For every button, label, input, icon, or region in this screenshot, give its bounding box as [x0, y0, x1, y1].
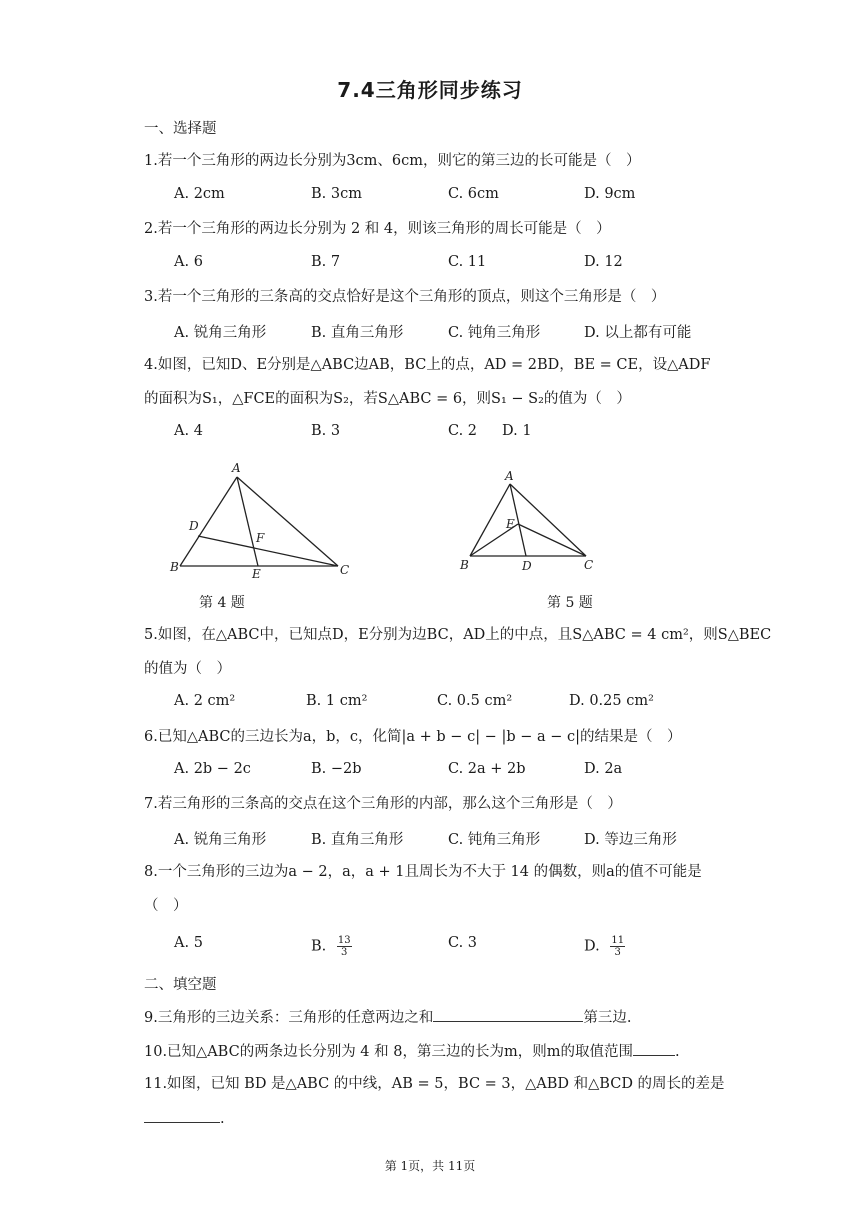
option-a: A. 锐角三角形 — [174, 325, 267, 341]
option-b: B. 直角三角形 — [311, 832, 404, 848]
question-11-text-after: . — [220, 1111, 225, 1127]
option-a: A. 2 cm² — [174, 693, 236, 709]
option-b: B. −2b — [311, 761, 362, 777]
page-footer: 第 1页，共 11页 — [384, 1159, 476, 1173]
question-11-line2 — [144, 1108, 225, 1129]
vertex-label-f: F — [256, 531, 265, 545]
question-2-options — [0, 254, 860, 276]
option-d — [584, 935, 625, 958]
option-d: D. 12 — [584, 254, 623, 270]
section-heading-fill-blank: 二、填空题 — [144, 977, 217, 993]
figure-4-triangle-diagram — [160, 458, 360, 588]
answer-blank[interactable] — [633, 1041, 675, 1056]
question-3-options — [0, 321, 860, 343]
question-4-stem-line2: 的面积为S₁，△FCE的面积为S₂，若S△ABC = 6，则S₁ − S₂的值为（ ） — [144, 391, 631, 407]
figure-5-triangle-diagram — [455, 466, 605, 581]
vertex-label-d: D — [522, 559, 532, 573]
question-9 — [144, 1007, 631, 1028]
question-5-stem-line2: 的值为（ ） — [144, 661, 231, 677]
fraction-numerator: 11 — [611, 935, 625, 946]
figure-5-caption: 第 5 题 — [547, 595, 593, 611]
page-title: 7.4三角形同步练习 — [337, 78, 523, 102]
question-10-text-before: 10.已知△ABC的两条边长分别为 4 和 8，第三边的长为m，则m的取值范围 — [144, 1044, 633, 1060]
question-5-stem-line1: 5.如图，在△ABC中，已知点D，E分别为边BC，AD上的中点，且S△ABC = 4 cm²，则S△BEC — [144, 627, 772, 643]
question-8-options — [0, 935, 860, 957]
option-c: C. 2a + 2b — [448, 761, 526, 777]
option-b: B. 3cm — [311, 186, 362, 202]
question-3-stem: 3.若一个三角形的三条高的交点恰好是这个三角形的顶点，则这个三角形是（ ） — [144, 289, 666, 305]
question-7-stem: 7.若三角形的三条高的交点在这个三角形的内部，那么这个三角形是（ ） — [144, 796, 622, 812]
option-a: A. 2b − 2c — [174, 761, 251, 777]
vertex-label-c: C — [584, 558, 594, 572]
question-8-stem-line1: 8.一个三角形的三边为a − 2，a，a + 1且周长为不大于 14 的偶数，则a的值不可能是 — [144, 864, 702, 880]
option-b-fraction — [337, 935, 352, 958]
option-d-label: D. — [584, 938, 600, 955]
vertex-label-c: C — [340, 563, 350, 577]
question-5-options — [0, 693, 860, 715]
vertex-label-b: B — [170, 560, 179, 574]
option-a: A. 2cm — [174, 186, 225, 202]
option-a: A. 5 — [174, 935, 203, 951]
question-9-text-after: 第三边. — [583, 1010, 632, 1026]
option-d: D. 1 — [502, 423, 532, 439]
question-10 — [144, 1041, 680, 1062]
question-6-options — [0, 761, 860, 783]
figure-4-caption: 第 4 题 — [199, 595, 245, 611]
vertex-label-b: B — [460, 558, 469, 572]
answer-blank[interactable] — [144, 1108, 220, 1123]
question-7-options — [0, 828, 860, 850]
option-c: C. 钝角三角形 — [448, 832, 541, 848]
option-b: B. 直角三角形 — [311, 325, 404, 341]
option-d: D. 2a — [584, 761, 623, 777]
question-2-stem: 2.若一个三角形的两边长分别为 2 和 4，则该三角形的周长可能是（ ） — [144, 221, 611, 237]
option-c: C. 3 — [448, 935, 478, 951]
question-4-options — [0, 423, 860, 445]
fraction-denominator: 3 — [614, 947, 621, 958]
option-a: A. 6 — [174, 254, 203, 270]
option-d: D. 9cm — [584, 186, 636, 202]
answer-blank[interactable] — [433, 1007, 583, 1022]
option-c: C. 2 — [448, 423, 478, 439]
vertex-label-d: D — [189, 519, 199, 533]
fraction-denominator: 3 — [341, 947, 348, 958]
question-8-stem-line2: （ ） — [144, 898, 188, 914]
vertex-label-a: A — [232, 461, 241, 475]
section-heading-choice: 一、选择题 — [144, 121, 217, 137]
option-d: D. 等边三角形 — [584, 832, 677, 848]
option-d: D. 以上都有可能 — [584, 325, 692, 341]
option-c: C. 0.5 cm² — [437, 693, 513, 709]
option-d: D. 0.25 cm² — [569, 693, 654, 709]
question-1-stem: 1.若一个三角形的两边长分别为3cm、6cm，则它的第三边的长可能是（ ） — [144, 153, 641, 169]
option-b — [311, 935, 352, 958]
option-c: C. 6cm — [448, 186, 499, 202]
vertex-label-e: E — [506, 517, 515, 531]
option-b-label: B. — [311, 938, 327, 955]
question-1-options — [0, 186, 860, 208]
option-b: B. 1 cm² — [306, 693, 368, 709]
option-b: B. 3 — [311, 423, 341, 439]
question-11-line1: 11.如图，已知 BD 是△ABC 的中线，AB = 5，BC = 3，△ABD 和△BCD 的周长的差是 — [144, 1076, 725, 1092]
option-c: C. 钝角三角形 — [448, 325, 541, 341]
question-4-stem-line1: 4.如图，已知D、E分别是△ABC边AB，BC上的点，AD = 2BD，BE = CE，设△ADF — [144, 357, 711, 373]
fraction-numerator: 13 — [337, 935, 351, 946]
option-d-fraction — [610, 935, 625, 958]
question-9-text-before: 9.三角形的三边关系：三角形的任意两边之和 — [144, 1010, 434, 1026]
vertex-label-a: A — [505, 469, 514, 483]
option-a: A. 4 — [174, 423, 203, 439]
question-6-stem: 6.已知△ABC的三边长为a，b，c，化简|a + b − c| − |b − a − c|的结果是（ ） — [144, 729, 682, 745]
option-c: C. 11 — [448, 254, 487, 270]
option-b: B. 7 — [311, 254, 341, 270]
option-a: A. 锐角三角形 — [174, 832, 267, 848]
question-10-text-after: . — [674, 1044, 680, 1060]
vertex-label-e: E — [252, 567, 261, 581]
